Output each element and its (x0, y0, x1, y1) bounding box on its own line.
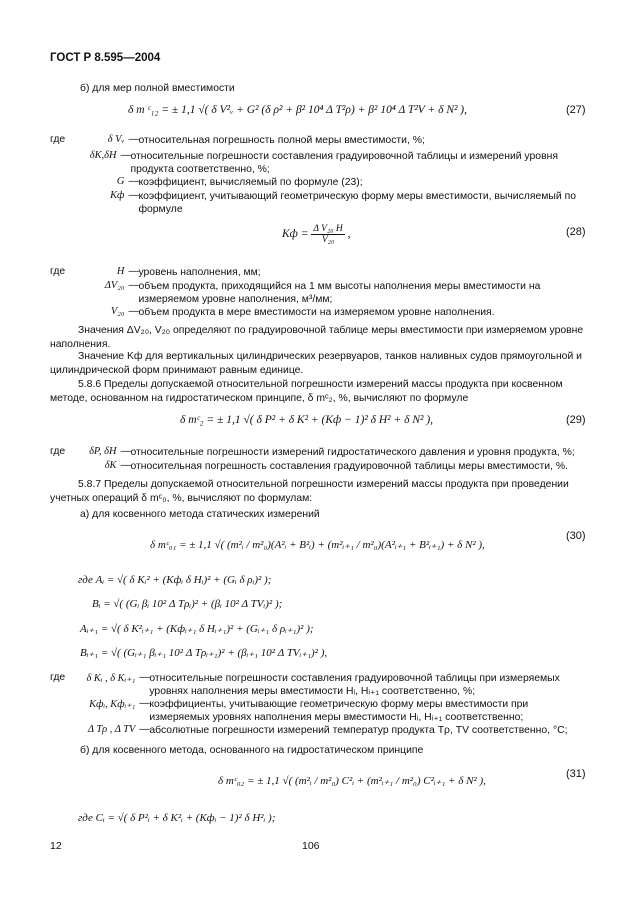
def-row: Kф — коэффициент, учитывающий геометрическую форму меры вместимости, вычисляемый по формуле (110, 190, 576, 215)
def-row: где H — уровень наполнения, мм; (50, 266, 261, 278)
equation-27-number: (27) (566, 104, 586, 116)
def-row: Δ Tρ , Δ TV — абсолютные погрешности измерений температур продукта Tρ, TV соответственно, °С; (87, 724, 568, 736)
formula-a-i1: Aᵢ₊₁ = √( δ K²ᵢ₊₁ + (Kфᵢ₊₁ δ Hᵢ₊₁)² + (Gᵢ₊₁ δ ρᵢ₊₁)² ); (80, 623, 314, 635)
def-row: V₂₀ — объем продукта в мере вместимости на измеряемом уровне наполнения. (110, 306, 495, 318)
formula-a-i: где Aᵢ = √( δ Kᵢ² + (Kфᵢ δ Hᵢ)² + (Gᵢ δ ρᵢ)² ); (78, 574, 272, 586)
def-row: δK,δH — относительные погрешности составления градуировочной таблицы и измерений уровня продукта соответственно, %; (89, 150, 558, 175)
item-b2-label: б) для косвенного метода, основанного на гидростатическом принципе (80, 745, 424, 756)
equation-29-number: (29) (566, 414, 586, 426)
equation-28-number: (28) (566, 226, 586, 238)
def-row: δK — относительная погрешность составления градуировочной таблицы меры вместимости, %. (104, 460, 568, 472)
def-row: G — коэффициент, вычисляемый по формуле (23); (116, 176, 363, 188)
formula-c-i: где Cᵢ = √( δ P²ᵢ + δ K²ᵢ + (Kфᵢ − 1)² δ H²ᵢ ); (78, 812, 276, 824)
def-row: где δP, δH — относительные погрешности измерений гидростатического давления и уровня продукта, %; (50, 446, 575, 458)
equation-27: δ m ᶜ₁₂ = ± 1,1 √( δ V²ᵥ + G² (δ ρ² + β² 10⁴ Δ T²ρ) + β² 10⁴ Δ T²V + δ N² ), (128, 104, 468, 116)
equation-28: Kф = $\frac{\text{Δ V₂₀ H}}{\text{V₂₀}}$ , (282, 224, 351, 245)
page-number-left: 12 (50, 840, 62, 852)
equation-30-number: (30) (566, 530, 586, 542)
paragraph: 5.8.6 Пределы допускаемой относительной погрешности измерений массы продукта при косвенном методе, основанном на гидростатическом принципе, δ mᶜ₂, %, вычисляют по формуле (50, 379, 563, 404)
equation-29: δ mᶜ₂ = ± 1,1 √( δ P² + δ K² + (Kф − 1)² δ H² + δ N² ), (180, 414, 434, 426)
def-row: ΔV₂₀ — объем продукта, приходящийся на 1 мм высоты наполнения меры вместимости на измеряемом уровне наполнения, м³/мм; (104, 280, 541, 305)
formula-b-i1: Bᵢ₊₁ = √( (Gᵢ₊₁ βᵢ₊₁ 10² Δ Tρᵢ₊₁)² + (βᵢ₊₁ 10² Δ TVᵢ₊₁)² ), (80, 647, 328, 659)
equation-28-fraction: $\frac{\text{Δ V₂₀ H}}{\text{V₂₀}}$ (313, 224, 343, 245)
item-b-label: б) для мер полной вместимости (80, 83, 235, 94)
def-row: где δ Vᵥ — относительная погрешность полной меры вместимости, %; (50, 134, 425, 146)
equation-31: δ mᶜ₀₂ = ± 1,1 √( (m²ᵢ / m²₀) C²ᵢ + (m²ᵢ₊₁ / m²₀) C²ᵢ₊₁ + δ N² ), (218, 775, 486, 787)
def-row: где δ Kᵢ , δ Kᵢ₊₁ — относительные погрешности составления градуировочной таблицы при измеряемых уровнях наполнения меры вместимости Hᵢ, Hᵢ₊₁ соответственно, %; (50, 672, 560, 697)
page-number-center: 106 (302, 840, 320, 852)
formula-b-i: Bᵢ = √( (Gᵢ βᵢ 10² Δ Tρᵢ)² + (βᵢ 10² Δ TVᵢ)² ); (92, 598, 283, 610)
def-row: Kфᵢ, Kфᵢ₊₁ — коэффициенты, учитывающие геометрическую форму меры вместимости при измеряемых уровнях наполнения меры вместимости Hᵢ, Hᵢ₊₁ соответственно; (89, 698, 529, 723)
document-header: ГОСТ Р 8.595—2004 (50, 52, 161, 64)
paragraph: Значение Kф для вертикальных цилиндрических резервуаров, танков наливных судов прямоугольной и цилиндрической форм принимают равным единице. (50, 351, 582, 376)
paragraph: Значения ΔV₂₀, V₂₀ определяют по градуировочной таблице меры вместимости при измеряемом уровне наполнения. (50, 325, 584, 350)
paragraph: 5.8.7 Пределы допускаемой относительной погрешности измерений массы продукта при проведении учетных операций δ mᶜ₀, %, вычисляют по формулам: (50, 479, 569, 504)
equation-30: δ mᶜ₀₁ = ± 1,1 √( (m²ᵢ / m²₀)(A²ᵢ + B²ᵢ) + (m²ᵢ₊₁ / m²₀)(A²ᵢ₊₁ + B²ᵢ₊₁) + δ N² ), (150, 539, 485, 551)
equation-31-number: (31) (566, 768, 586, 780)
item-a-label: а) для косвенного метода статических измерений (80, 509, 320, 520)
